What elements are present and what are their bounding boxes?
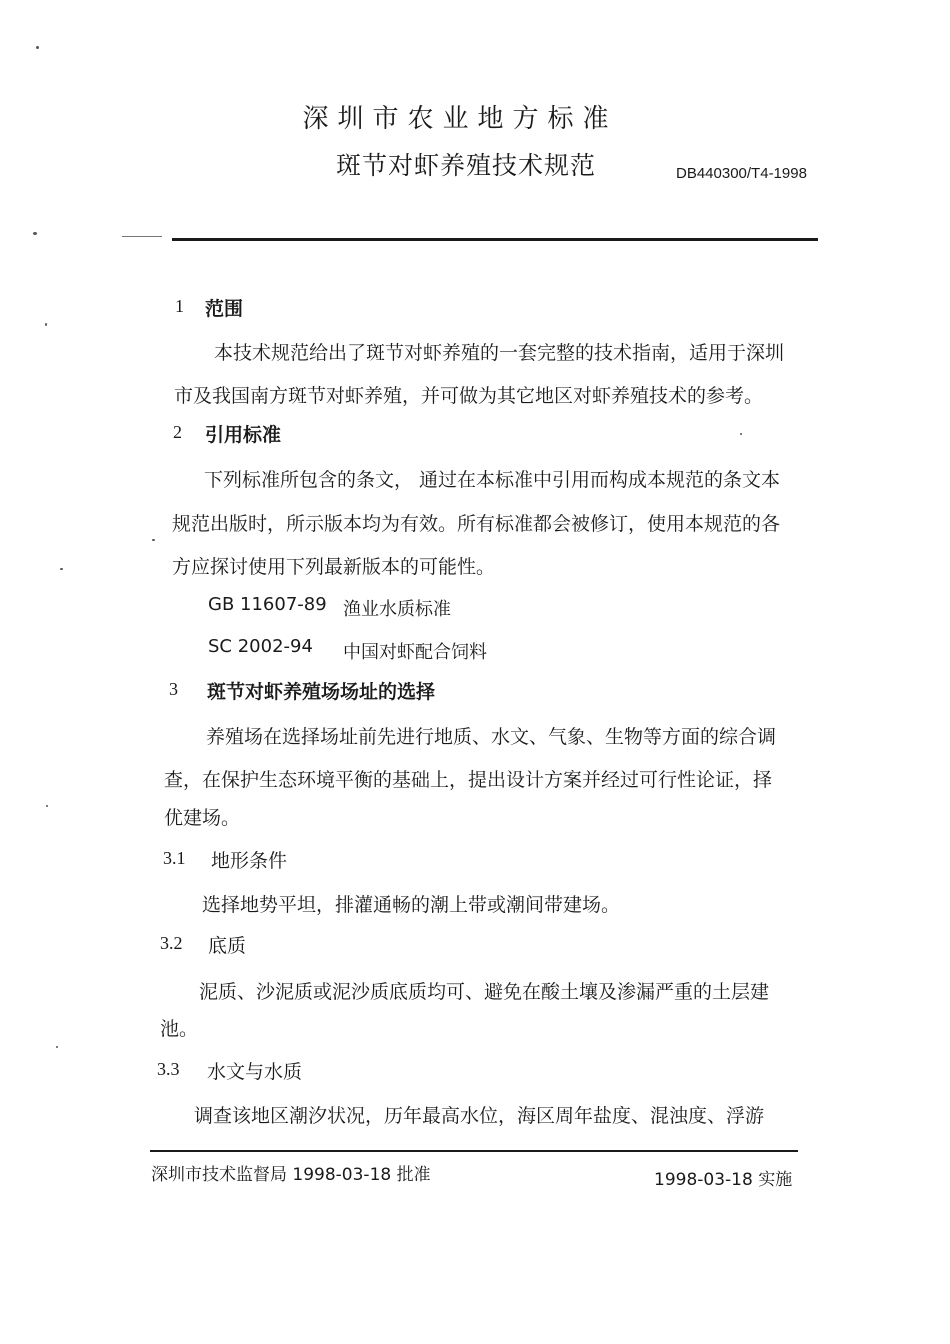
section-3-line-2: 查，在保护生态环境平衡的基础上，提出设计方案并经过可行性论证，择: [164, 769, 773, 791]
section-1-line-2: 市及我国南方斑节对虾养殖，并可做为其它地区对虾养殖技术的参考。: [174, 385, 764, 407]
scan-speck: [152, 539, 155, 541]
reference-2-name: 中国对虾配合饲料: [343, 642, 487, 663]
section-3-2-line-2: 池。: [160, 1018, 199, 1040]
header-rule: [172, 238, 818, 241]
section-2-line-3: 方应探讨使用下列最新版本的可能性。: [172, 556, 496, 578]
section-2-line-1: 下列标准所包含的条文， 通过在本标准中引用而构成本规范的条文本: [204, 469, 781, 491]
reference-1-code: GB 11607-89: [208, 594, 327, 615]
section-3-2-number: 3.2: [160, 933, 183, 953]
section-2-line-2: 规范出版时，所示版本均为有效。所有标准都会被修订，使用本规范的各: [172, 513, 781, 535]
section-3-line-1: 养殖场在选择场址前先进行地质、水文、气象、生物等方面的综合调: [206, 726, 777, 748]
approval-note: 深圳市技术监督局 1998-03-18 批准: [151, 1165, 431, 1185]
footer-rule: [150, 1150, 798, 1152]
reference-1-name: 渔业水质标准: [343, 599, 451, 620]
section-3-line-3: 优建场。: [164, 807, 241, 829]
section-3-3-title: 水文与水质: [207, 1061, 303, 1083]
section-3-2-title: 底质: [208, 935, 247, 957]
section-3-1-number: 3.1: [163, 848, 186, 868]
reference-2-code: SC 2002-94: [208, 636, 313, 657]
section-3-number: 3: [169, 679, 178, 699]
scan-speck: [33, 232, 37, 235]
document-code: DB440300/T4-1998: [676, 165, 807, 182]
section-3-2-line-1: 泥质、沙泥质或泥沙质底质均可、避免在酸土壤及渗漏严重的土层建: [199, 981, 770, 1003]
section-1-number: 1: [175, 296, 184, 316]
section-2-number: 2: [173, 422, 182, 442]
scan-speck: [740, 433, 742, 435]
section-1-line-1: 本技术规范给出了斑节对虾养殖的一套完整的技术指南，适用于深圳: [214, 342, 785, 364]
scan-speck: [56, 1046, 58, 1048]
scan-speck: [46, 805, 48, 807]
scan-speck: [45, 323, 47, 326]
standard-title: 深圳市农业地方标准: [302, 104, 618, 134]
section-3-1-line-1: 选择地势平坦，排灌通畅的潮上带或潮间带建场。: [202, 894, 621, 916]
implementation-note: 1998-03-18 实施: [654, 1170, 793, 1190]
section-1-title: 范围: [205, 298, 244, 320]
scan-speck: [60, 568, 63, 570]
section-3-3-number: 3.3: [157, 1059, 180, 1079]
section-3-1-title: 地形条件: [211, 850, 288, 872]
document-title: 斑节对虾养殖技术规范: [336, 151, 597, 180]
scan-speck: [36, 46, 39, 49]
section-3-3-line-1: 调查该地区潮汐状况，历年最高水位，海区周年盐度、混浊度、浮游: [194, 1105, 765, 1127]
scan-dash: [122, 236, 162, 237]
section-3-title: 斑节对虾养殖场场址的选择: [207, 681, 436, 703]
section-2-title: 引用标准: [205, 424, 282, 446]
